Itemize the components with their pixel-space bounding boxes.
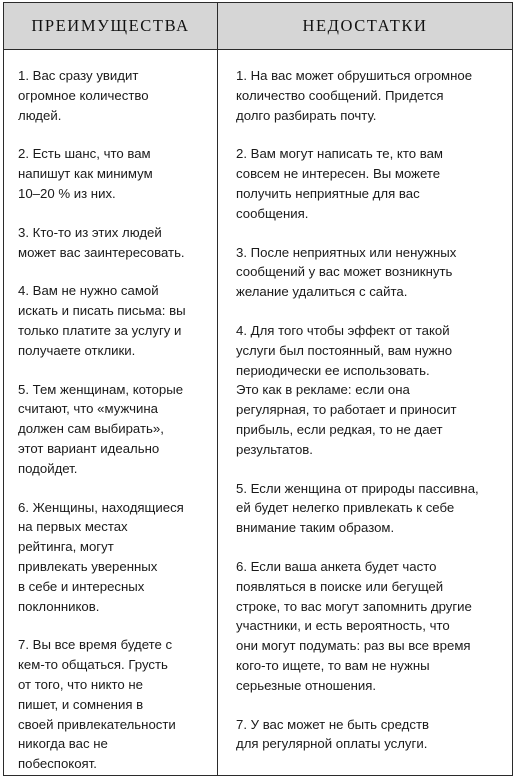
advantage-item (18, 380, 205, 479)
disadvantage-item-line: серьезные отношения. (236, 677, 377, 693)
advantage-item (18, 635, 205, 774)
disadvantage-item-line: долго разбирать почту. (236, 107, 377, 123)
advantage-item-line: огромное количество (18, 87, 149, 103)
advantage-item-line: напишут как минимум (18, 166, 153, 182)
disadvantage-item (236, 144, 502, 223)
disadvantage-item-line: 4. Для того чтобы эффект от такой (236, 322, 450, 338)
advantage-item-line: 10–20 % из них. (18, 185, 116, 201)
advantage-item (18, 281, 205, 360)
disadvantage-item (236, 557, 502, 696)
advantage-item (18, 498, 205, 617)
disadvantage-item-line: участники, и есть вероятность, что (236, 618, 450, 634)
advantage-item-line: в себе и интересных (18, 578, 145, 594)
disadvantages-header: НЕДОСТАТКИ (218, 3, 512, 50)
disadvantage-item-line: для регулярной оплаты услуги. (236, 736, 428, 752)
advantage-item-line: считают, что «мужчина (18, 401, 158, 417)
advantage-item-line: своей привлекательности (18, 716, 176, 732)
disadvantage-item (236, 715, 502, 755)
disadvantage-item-line: сообщения. (236, 205, 309, 221)
disadvantage-item-line: строке, то вас могут запомнить другие (236, 598, 472, 614)
disadvantage-item-line: 5. Если женщина от природы пассивна, (236, 480, 479, 496)
advantage-item-line: людей. (18, 107, 62, 123)
advantage-item-line: 5. Тем женщинам, которые (18, 381, 184, 397)
advantage-item-line: побеспокоят. (18, 756, 97, 772)
disadvantage-item-line: они могут подумать: раз вы все время (236, 638, 471, 654)
disadvantage-item-line: ей будет нелегко привлекать к себе (236, 500, 455, 516)
disadvantage-item-line: сообщений у вас может возникнуть (236, 264, 453, 280)
advantage-item-line: 6. Женщины, находящиеся (18, 499, 184, 515)
disadvantage-item-line: 6. Если ваша анкета будет часто (236, 558, 437, 574)
advantage-item-line: привлекать уверенных (18, 558, 158, 574)
disadvantage-item-line: совсем не интересен. Вы можете (236, 166, 441, 182)
disadvantage-item-line: 1. На вас может обрушиться огромное (236, 68, 473, 83)
disadvantage-item (236, 479, 502, 538)
disadvantage-item-line: появляться в поиске или бегущей (236, 578, 444, 594)
advantage-item-line: пишет, и сомнения в (18, 696, 144, 712)
pros-cons-table (3, 2, 513, 776)
advantage-item-line: 4. Вам не нужно самой (18, 283, 159, 299)
advantage-item-line: может вас заинтересовать. (18, 244, 185, 260)
disadvantage-item-line: внимание таким образом. (236, 520, 395, 536)
disadvantage-item-line: прибыль, если редкая, то не дает (236, 421, 443, 437)
advantage-item-line: поклонников. (18, 598, 100, 614)
advantage-item-line: никогда вас не (18, 736, 108, 752)
disadvantage-item-line: периодически ее использовать. (236, 362, 430, 378)
advantage-item (18, 144, 205, 203)
advantage-item-line: получаете отклики. (18, 342, 136, 358)
disadvantage-item-line: результатов. (236, 441, 313, 457)
disadvantage-item (236, 321, 502, 460)
advantage-item-line: искать и писать письма: вы (18, 303, 186, 319)
disadvantage-item-line: 7. У вас может не быть средств (236, 716, 430, 732)
disadvantage-item-line: кого-то ищете, то вам не нужны (236, 657, 430, 673)
advantage-item-line: должен сам выбирать», (18, 421, 164, 437)
advantage-item-line: на первых местах (18, 519, 128, 535)
advantage-item-line: 1. Вас сразу увидит (18, 68, 139, 83)
advantage-item-line: этот вариант идеально (18, 440, 160, 456)
advantage-item-line: подойдет. (18, 460, 78, 476)
advantage-item-line: от того, что никто не (18, 676, 143, 692)
disadvantage-item (236, 66, 502, 125)
disadvantage-item-line: желание удалиться с сайта. (236, 284, 408, 300)
advantage-item (18, 66, 205, 125)
disadvantage-item-line: Это как в рекламе: если она (236, 382, 410, 398)
advantage-item-line: только платите за услугу и (18, 322, 182, 338)
advantage-item (18, 223, 205, 263)
disadvantage-item-line: 2. Вам могут написать те, кто вам (236, 146, 443, 162)
disadvantage-item-line: получить неприятные для вас (236, 185, 420, 201)
advantage-item-line: 2. Есть шанс, что вам (18, 146, 151, 162)
disadvantage-item (236, 243, 502, 302)
disadvantage-item-line: количество сообщений. Придется (236, 87, 444, 103)
advantages-column (4, 3, 217, 775)
disadvantage-item-line: 3. После неприятных или ненужных (236, 244, 457, 260)
advantages-list (4, 50, 217, 774)
advantage-item-line: кем-то общаться. Грусть (18, 657, 168, 673)
disadvantage-item-line: услуги был постоянный, вам нужно (236, 342, 453, 358)
disadvantages-column (217, 3, 512, 775)
advantage-item-line: рейтинга, могут (18, 539, 114, 555)
advantage-item-line: 3. Кто-то из этих людей (18, 224, 162, 240)
disadvantages-list (218, 50, 512, 754)
advantages-header: ПРЕИМУЩЕСТВА (4, 3, 217, 50)
advantage-item-line: 7. Вы все время будете с (18, 637, 173, 653)
disadvantage-item-line: регулярная, то работает и приносит (236, 402, 457, 418)
